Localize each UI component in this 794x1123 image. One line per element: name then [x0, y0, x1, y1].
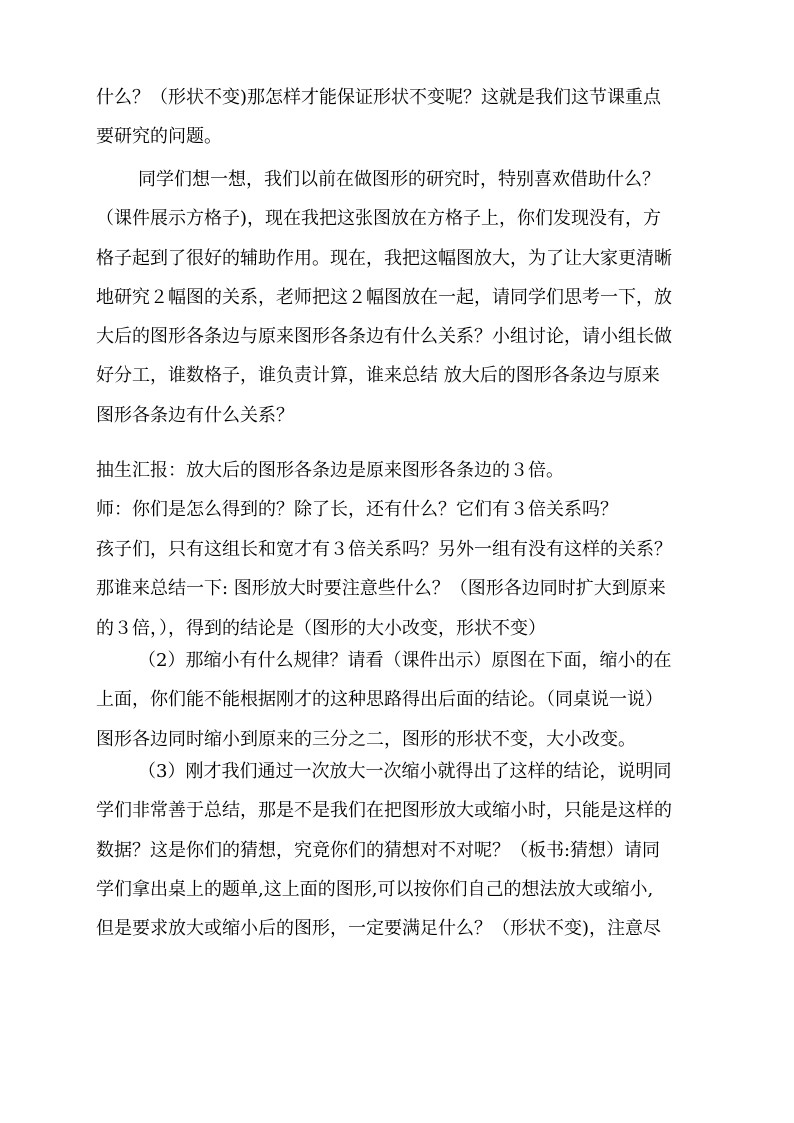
- text-line: 图形各边同时缩小到原来的三分之二，图形的形状不变，大小改变。: [96, 728, 636, 750]
- text-line: （3）刚才我们通过一次放大一次缩小就得出了这样的结论，说明同: [138, 761, 672, 782]
- text-line: 要研究的问题。: [96, 126, 222, 148]
- text-line: 抽生汇报：放大后的图形各条边是原来图形各条边的３倍。: [96, 460, 564, 481]
- text-line: 图形各条边有什么关系？: [96, 404, 294, 426]
- paragraph-2: [96, 160, 698, 435]
- text-line: 什么？（形状不变)那怎样才能保证形状不变呢？这就是我们这节课重点: [96, 87, 662, 108]
- paragraph-5: [96, 530, 698, 648]
- text-line: （2）那缩小有什么规律？请看（课件出示）原图在下面，缩小的在: [138, 650, 672, 671]
- text-line: 格子起到了很好的辅助作用。现在，我把这幅图放大，为了让大家更清晰: [96, 247, 672, 269]
- paragraph-6: [96, 641, 698, 759]
- text-line: 孩子们，只有这组长和宽才有３倍关系吗？另外一组有没有这样的关系？: [96, 539, 672, 560]
- paragraph-3: [96, 451, 698, 490]
- text-line: 师：你们是怎么得到的？除了长，还有什么？它们有３倍关系吗？: [96, 499, 618, 520]
- text-line: 上面，你们能不能根据刚才的这种思路得出后面的结论。（同桌说一说）: [96, 689, 663, 711]
- text-line: 那谁来总结一下: 图形放大时要注意些什么？（图形各边同时扩大到原来: [96, 578, 666, 600]
- text-line: 地研究２幅图的关系，老师把这２幅图放在一起，请同学们思考一下，放: [96, 286, 672, 308]
- text-line: 同学们想一想，我们以前在做图形的研究时，特别喜欢借助什么？: [138, 169, 660, 190]
- text-line: 大后的图形各条边与原来图形各条边有什么关系？小组讨论，请小组长做: [96, 326, 672, 348]
- paragraph-7: [96, 752, 698, 948]
- text-line: 好分工，谁数格子，谁负责计算，谁来总结 放大后的图形各条边与原来: [96, 365, 660, 387]
- text-line: 但是要求放大或缩小后的图形，一定要满足什么？（形状不变)，注意尽: [96, 918, 662, 940]
- text-line: （课件展示方格子)，现在我把这张图放在方格子上，你们发现没有，方: [96, 208, 662, 230]
- text-line: 学们非常善于总结，那是不是我们在把图形放大或缩小时，只能是这样的: [96, 800, 672, 822]
- paragraph-4: [96, 490, 698, 529]
- text-line: 的３倍，），得到的结论是（图形的大小改变，形状不变）: [96, 617, 546, 639]
- text-line: 学们拿出桌上的题单,这上面的图形,可以按你们自己的想法放大或缩小,: [96, 878, 654, 900]
- paragraph-1: [96, 78, 698, 157]
- text-line: 数据？这是你们的猜想，究竟你们的猜想对不对呢？（板书:猜想）请同: [96, 839, 661, 861]
